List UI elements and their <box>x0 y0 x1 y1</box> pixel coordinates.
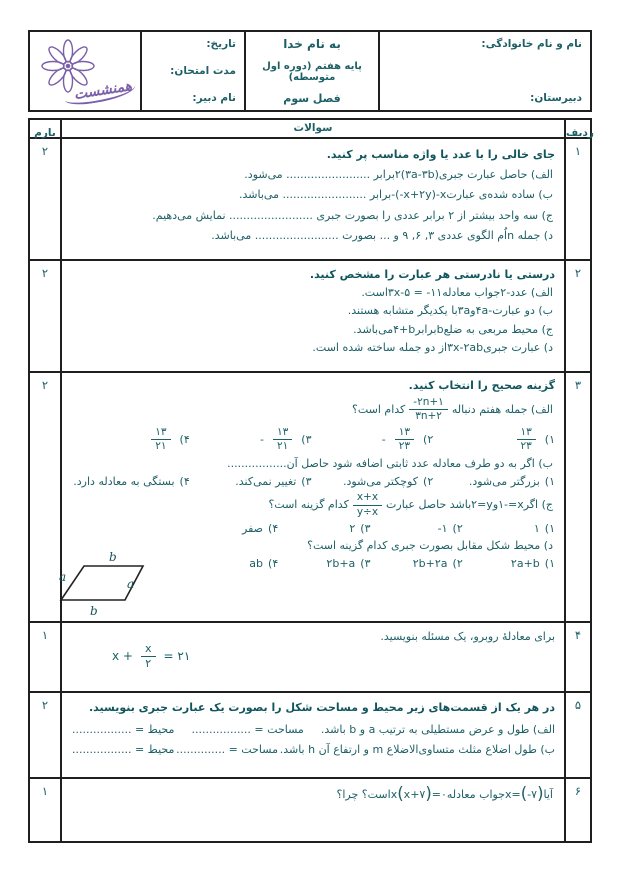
options-row <box>68 522 555 535</box>
line-text <box>152 209 553 222</box>
grade-line: پایه هفتم (دوره اول متوسطه) <box>262 60 362 83</box>
question-line <box>68 167 555 183</box>
teacher-label: نام دبیر: <box>192 92 236 104</box>
question-rows <box>30 139 590 841</box>
fraction <box>517 426 536 453</box>
question-row <box>30 693 590 779</box>
option-label: ۲) <box>423 475 434 489</box>
question-text: ج) سه واحد بیشتر از ۲ برابر عددی را بصورت جبری ........................ نمایش می‌دهیم. <box>152 208 553 222</box>
option <box>278 522 370 535</box>
line-text <box>312 341 553 354</box>
question-text: ج) محیط مربعی به ضلع <box>443 322 553 336</box>
option-label: ۳) <box>301 475 312 489</box>
chapter-line: فصل سوم <box>283 92 341 105</box>
math-expression: ۲a+b <box>510 556 540 570</box>
question-content <box>62 779 564 841</box>
question-mark: ۲ <box>30 373 62 621</box>
equation <box>112 642 190 671</box>
math-char: x <box>505 788 512 802</box>
questions-column-header: سوالات <box>293 122 333 134</box>
option <box>312 475 434 488</box>
fraction <box>273 426 292 453</box>
blank-field: محیط = ................. <box>72 722 175 736</box>
question-line <box>68 322 555 338</box>
question-text: کدام است؟ <box>352 402 406 416</box>
fraction-numerator: x+x <box>353 491 382 505</box>
option-label: ۱) <box>544 521 555 535</box>
line-text <box>239 188 553 201</box>
options-row <box>68 475 555 488</box>
question-row <box>30 623 590 693</box>
option <box>278 557 370 570</box>
question-text: برابر ........................ می‌شود. <box>244 167 395 181</box>
line-text <box>307 539 553 552</box>
math-expression: ab <box>249 556 264 570</box>
math-char: + <box>410 788 420 802</box>
option <box>312 426 434 453</box>
line-text <box>380 630 555 643</box>
questions-table <box>28 118 592 843</box>
math-char: x <box>390 788 398 802</box>
option-text: صفر <box>242 521 264 535</box>
blank-field: محیط = ................. <box>72 742 175 756</box>
math-expression: ۲=y <box>471 498 493 511</box>
option <box>186 557 278 570</box>
question-number: ۴ <box>564 623 590 691</box>
option-label: ۳) <box>360 556 371 570</box>
math-expression: b <box>436 322 444 336</box>
student-name-label: نام و نام خانوادگی: <box>481 38 582 50</box>
line-text <box>348 304 553 317</box>
math-char: ) <box>425 784 432 803</box>
fraction-denominator: y÷x <box>356 505 379 518</box>
school-label: دبیرستان: <box>530 92 582 104</box>
math-char: ) <box>537 784 544 803</box>
option-text: ۱ <box>533 521 540 535</box>
option <box>433 475 555 488</box>
question-text: الف) حاصل عبارت جبری <box>438 167 553 181</box>
shape-label-bottom: b <box>90 604 98 618</box>
minus-sign: - <box>381 433 386 447</box>
question-content <box>62 139 564 259</box>
question-line <box>68 285 555 301</box>
question-text: برابر ........................ می‌باشد. <box>239 188 392 202</box>
math-expression: ۱-=x <box>498 498 524 511</box>
question-text: ب) اگر به دو طرف معادله عدد ثابتی اضافه شود حاصل آن................. <box>227 457 553 471</box>
question-text: برابر <box>415 322 437 336</box>
question-line <box>68 208 555 224</box>
fraction <box>141 642 156 671</box>
question-line <box>68 630 555 671</box>
blank-field: ب) طول اضلاع مثلث متساوی‌الاضلاع m و ارتفاع آن h باشد. <box>279 742 555 756</box>
math-char: ( <box>397 784 404 803</box>
option-label: ۳) <box>301 433 312 447</box>
line-text <box>227 457 553 470</box>
math-expression: ۴a- <box>475 304 493 318</box>
question-mark: ۲ <box>30 139 62 259</box>
student-info-cell <box>378 32 590 110</box>
math-expression: x + <box>112 649 133 664</box>
question-title: درستی یا نادرستی هر عبارت را مشخص کنید. <box>309 267 555 281</box>
option-text: تغییر نمی‌کند. <box>235 475 297 489</box>
question-text: است؟ چرا؟ <box>336 788 391 802</box>
math-char: = <box>511 788 521 802</box>
option <box>190 426 312 453</box>
blank-field: مساحت = .............. <box>176 742 278 756</box>
fraction <box>151 426 170 453</box>
question-line <box>68 228 555 244</box>
math-expression: ۲- <box>500 285 511 299</box>
math-expression: ۲b+۲a <box>412 556 448 570</box>
math-char: ۰ <box>440 788 447 802</box>
shape-label-right: a <box>127 577 135 591</box>
question-text: آیا <box>543 788 553 802</box>
math-expression: ۲b+a <box>326 556 356 570</box>
logo-cell <box>30 32 140 110</box>
question-line <box>68 456 555 472</box>
exam-info-cell <box>140 32 244 110</box>
question-text: د) عبارت جبری <box>483 341 553 355</box>
math-expression: ۳x-۲ab <box>447 341 484 355</box>
math-expression: -(-x+۲y)-x <box>391 188 447 202</box>
option <box>68 475 190 488</box>
question-text: می‌باشد. <box>353 322 394 336</box>
line-text <box>353 323 553 336</box>
fraction <box>395 426 414 453</box>
question-mark: ۲ <box>30 261 62 371</box>
option <box>371 557 463 570</box>
option-text: بزرگتر می‌شود. <box>468 475 540 489</box>
fraction-denominator: ۲۳ <box>398 440 411 453</box>
basmala: به نام خدا <box>283 37 341 51</box>
question-text: کدام گزینه است؟ <box>268 498 349 511</box>
question-text: ج) اگر <box>523 498 553 511</box>
question-text: از دو جمله ساخته شده است. <box>312 341 448 355</box>
question-text: ب) دو عبارت <box>492 304 553 318</box>
question-row <box>30 139 590 261</box>
parallelogram-shape <box>52 548 162 620</box>
options-row <box>68 426 555 453</box>
option-label: ۲) <box>452 521 463 535</box>
question-text: است. <box>361 285 388 299</box>
fraction-denominator: ۲۳ <box>520 440 532 453</box>
option <box>433 426 555 453</box>
math-char: ( <box>520 784 528 803</box>
shape-label-left: a <box>59 570 67 584</box>
header-table <box>28 30 592 112</box>
math-char: ۷ <box>419 788 426 802</box>
line-text <box>244 168 553 181</box>
option-label: ۴) <box>179 475 190 489</box>
math-expression <box>391 786 447 803</box>
option-text: بستگی به معادله دارد. <box>73 475 175 489</box>
question-title: جای خالی را با عدد یا واژه مناسب پر کنید. <box>326 147 555 161</box>
blank-field: مساحت = ................. <box>191 722 304 736</box>
fraction-denominator: ۲۱ <box>155 440 167 453</box>
minus-sign: - <box>260 433 264 447</box>
question-mark: ۱ <box>30 779 62 841</box>
fraction-denominator: ۳n+۲ <box>415 410 442 423</box>
question-text: جواب معادله <box>446 788 505 802</box>
option-label: ۴) <box>179 433 190 447</box>
math-expression: ۳x-۵ = -۱۱ <box>387 285 443 299</box>
fraction-numerator: ۱۳ <box>517 426 536 440</box>
question-line <box>68 396 555 423</box>
math-expression: ۲(۳a-۳b) <box>394 167 439 181</box>
math-expression: -۱ <box>437 521 448 535</box>
fraction <box>409 396 448 423</box>
option <box>68 426 190 453</box>
question-line <box>68 723 555 736</box>
math-char: ۷ <box>531 788 538 802</box>
line-text <box>352 395 553 423</box>
question-content <box>62 623 564 691</box>
fraction-denominator: ۲۱ <box>277 440 289 453</box>
option-text: کوچکتر می‌شود. <box>342 475 419 489</box>
option <box>190 475 312 488</box>
option <box>463 522 555 535</box>
option <box>463 557 555 570</box>
logo-signature: همنشست <box>63 77 138 107</box>
question-line <box>68 303 555 319</box>
date-label: تاریخ: <box>206 38 236 50</box>
question-title: گزینه صحیح را انتخاب کنید. <box>408 379 555 392</box>
option <box>371 522 463 535</box>
option-label: ۱) <box>544 433 555 447</box>
question-row <box>30 779 590 841</box>
marks-column-header: بارم <box>30 120 62 141</box>
question-line <box>68 491 555 518</box>
option-label: ۱) <box>544 475 555 489</box>
question-line <box>68 340 555 356</box>
line-text <box>361 286 553 299</box>
question-text: و <box>470 304 476 318</box>
fraction-numerator: ۱۳ <box>273 426 292 440</box>
question-text: د) جمله nاُم الگوی عددی ۳, ۶, ۹ و ... بصورت ........................ می‌باشد. <box>211 229 553 243</box>
fraction-numerator: ۱۳ <box>395 426 414 440</box>
line-text <box>336 784 553 803</box>
shape-label-top: b <box>109 550 117 564</box>
fraction-numerator: ۱۳ <box>151 426 170 440</box>
question-line <box>68 187 555 203</box>
question-text: با یکدیگر متشابه هستند. <box>347 304 458 318</box>
option-label: ۳) <box>360 521 371 535</box>
table-header-row <box>30 120 594 139</box>
blank-field: الف) طول و عرض مستطیلی به ترتیب a و b باشد. <box>320 722 555 736</box>
math-char: - <box>527 788 532 802</box>
question-text: جواب معادله <box>442 285 501 299</box>
fraction-denominator: ۲ <box>145 656 152 670</box>
option <box>186 522 278 535</box>
question-number: ۳ <box>564 373 590 621</box>
question-number: ۱ <box>564 139 590 259</box>
option-label: ۲) <box>423 433 434 447</box>
question-line <box>68 743 555 756</box>
question-mark: ۱ <box>30 623 62 691</box>
question-text: باشد حاصل عبارت <box>386 498 472 511</box>
question-text: و <box>492 498 499 511</box>
fraction-numerator: x <box>141 642 156 657</box>
math-char: x <box>403 788 411 802</box>
question-text: د) محیط شکل مقابل بصورت جبری کدام گزینه است؟ <box>307 538 553 552</box>
question-number: ۲ <box>564 261 590 371</box>
question-text: ب) ساده شده‌ی عبارت <box>446 188 553 202</box>
option-label: ۴) <box>268 556 279 570</box>
question-number: ۵ <box>564 693 590 777</box>
exam-title-cell <box>244 32 378 110</box>
math-expression <box>505 786 544 803</box>
line-text <box>211 229 553 242</box>
question-title: در هر یک از قسمت‌های زیر محیط و مساحت شکل را بصورت یک عبارت جبری بنویسید. <box>88 701 555 714</box>
math-char: = <box>431 788 441 802</box>
question-text: الف) جمله هفتم دنباله <box>451 402 553 416</box>
question-row <box>30 261 590 373</box>
duration-label: مدت امتحان: <box>170 65 236 77</box>
question-mark: ۲ <box>30 693 62 777</box>
question-text: الف) عدد <box>510 285 553 299</box>
question-content <box>62 261 564 371</box>
option-label: ۴) <box>268 521 279 535</box>
math-expression: ۳a <box>457 304 471 318</box>
fraction-numerator: -۲n+۱ <box>409 396 448 410</box>
question-number: ۶ <box>564 779 590 841</box>
math-expression: ۴+b <box>393 322 416 336</box>
option-label: ۱) <box>544 556 555 570</box>
option-label: ۲) <box>452 556 463 570</box>
math-expression: = ۲۱ <box>163 649 191 664</box>
option-text: ۲ <box>349 521 356 535</box>
row-column-header: ردیف <box>564 120 590 141</box>
question-content <box>62 693 564 777</box>
question-text: برای معادلهٔ روبرو، یک مسئله بنویسید. <box>380 630 555 643</box>
fraction <box>353 491 382 518</box>
question-line <box>68 786 555 803</box>
